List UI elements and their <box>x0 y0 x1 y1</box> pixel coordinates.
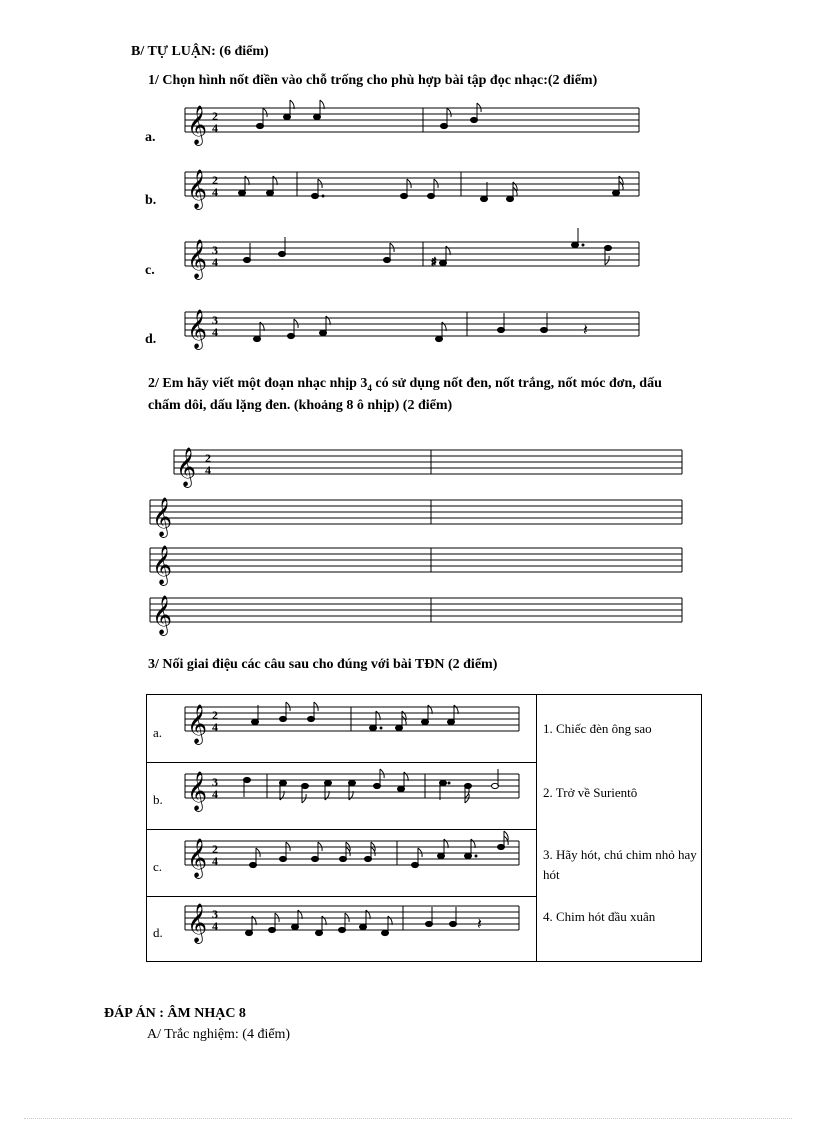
treble-clef-icon: 𝄞 <box>187 903 208 943</box>
staff-q1-c <box>185 234 645 278</box>
treble-clef-icon: 𝄞 <box>152 545 173 585</box>
time-sig-bottom: 4 <box>212 121 218 135</box>
treble-clef-icon: 𝄞 <box>187 309 208 349</box>
time-sig-bottom: 4 <box>212 720 218 734</box>
question-3-text: 3/ Nối giai điệu các câu sau cho đúng với bài TĐN (2 điểm) <box>148 657 498 672</box>
section-title: B/ TỰ LUẬN: (6 điểm) <box>131 44 269 59</box>
question-2-text-line2: chấm dôi, dấu lặng đen. (khoảng 8 ô nhịp) (2 điểm) <box>148 398 453 413</box>
treble-clef-icon: 𝄞 <box>152 595 173 635</box>
staff-q3-c <box>185 833 525 877</box>
row-label-b: b. <box>153 792 163 807</box>
question-1-text: 1/ Chọn hình nốt điền vào chỗ trống cho phù hợp bài tập đọc nhạc:(2 điểm) <box>148 73 598 88</box>
row-label-d: d. <box>153 925 163 940</box>
time-sig-bottom: 4 <box>212 185 218 199</box>
time-sig-top: 2 <box>212 173 218 187</box>
treble-clef-icon: 𝄞 <box>187 838 208 878</box>
option-2: 2. Trở về Surientô <box>543 785 638 800</box>
quarter-rest-icon: 𝄽 <box>477 914 482 933</box>
treble-clef-icon: 𝄞 <box>187 105 208 145</box>
time-sig-bottom: 4 <box>212 255 218 269</box>
treble-clef-icon: 𝄞 <box>187 704 208 744</box>
time-sig-top: 2 <box>212 109 218 123</box>
q1-label-b: b. <box>145 193 157 208</box>
q1-label-c: c. <box>145 263 155 278</box>
time-sig-bottom: 4 <box>212 919 218 933</box>
treble-clef-icon: 𝄞 <box>152 497 173 537</box>
time-sig-bottom: 4 <box>205 463 211 477</box>
blank-staves <box>150 436 690 636</box>
treble-clef-icon: 𝄞 <box>187 771 208 811</box>
time-sig-num: 3 <box>360 376 368 391</box>
staff-q1-a <box>185 100 645 144</box>
time-sig-top: 3 <box>212 775 218 789</box>
time-sig-top: 2 <box>205 451 211 465</box>
staff-q3-a <box>185 699 525 743</box>
matching-table <box>146 694 702 962</box>
time-sig-bottom: 4 <box>212 787 218 801</box>
time-sig-top: 2 <box>212 708 218 722</box>
treble-clef-icon: 𝄞 <box>187 239 208 279</box>
question-2-text: 2/ Em hãy viết một đoạn nhạc nhịp $3_4$ có sử dụng nốt đen, nốt trắng, nốt móc đơn, dấu <box>148 376 662 393</box>
time-sig-top: 3 <box>212 243 218 257</box>
time-sig-top: 2 <box>212 842 218 856</box>
treble-clef-icon: 𝄞 <box>176 447 197 487</box>
option-1: 1. Chiếc đèn ông sao <box>543 721 652 736</box>
time-sig-den: 4 <box>367 382 372 393</box>
answer-sub: A/ Trắc nghiệm: (4 điểm) <box>147 1027 291 1042</box>
option-4: 4. Chim hót đầu xuân <box>543 909 656 924</box>
treble-clef-icon: 𝄞 <box>187 169 208 209</box>
row-label-a: a. <box>153 725 163 740</box>
svg-text:♯: ♯ <box>431 255 437 269</box>
q1-label-d: d. <box>145 332 157 347</box>
answer-title: ĐÁP ÁN : ÂM NHẠC 8 <box>104 1006 246 1021</box>
quarter-rest-icon: 𝄽 <box>583 320 588 339</box>
row-label-c: c. <box>153 859 163 874</box>
time-sig-top: 3 <box>212 907 218 921</box>
staff-q1-b <box>185 164 645 208</box>
option-3: 3. Hãy hót, chú chim nhỏ hay hót <box>543 847 697 882</box>
staff-q3-b <box>185 766 525 810</box>
time-sig-top: 3 <box>212 313 218 327</box>
time-sig-bottom: 4 <box>212 325 218 339</box>
staff-q1-d <box>185 304 645 348</box>
staff-q3-d <box>185 898 525 942</box>
q1-label-a: a. <box>145 130 156 145</box>
time-sig-bottom: 4 <box>212 854 218 868</box>
